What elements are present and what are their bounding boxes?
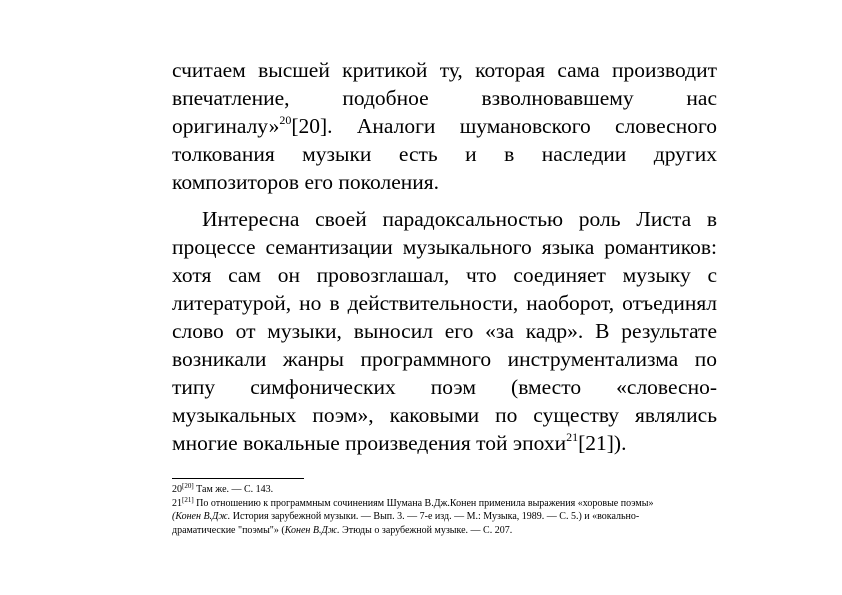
- footnote-marker[interactable]: 21: [566, 430, 579, 444]
- text-fragment: Аналоги шумановского словесного: [332, 114, 717, 138]
- footnote-text: Там же. — С. 143.: [193, 484, 274, 495]
- footnote-backref[interactable]: [20]: [182, 483, 194, 490]
- text-line: слово от музыки, выносил его «за кадр». В результате: [172, 319, 717, 343]
- text-fragment: оригиналу»: [172, 114, 280, 138]
- paragraph-gap: [172, 196, 717, 205]
- text-line: впечатление, подобное взволновавшему нас: [172, 86, 717, 110]
- footnote-text: Этюды о зарубежной музыке. — С. 207.: [339, 524, 513, 536]
- footnote-text: драматические "поэмы"» (: [172, 524, 285, 536]
- text-fragment: многие вокальные произведения той эпохи: [172, 431, 567, 455]
- body-text: [172, 56, 717, 457]
- footnote-21-line-2: [172, 510, 717, 524]
- text-line: процессе семантизации музыкального языка романтиков:: [172, 235, 717, 259]
- text-line: хотя сам он провозглашал, что соединяет музыку с: [172, 263, 717, 287]
- footnote-backref[interactable]: [21]: [182, 496, 194, 504]
- footnote-author: (Конен В.Дж.: [172, 511, 231, 522]
- footnote-number[interactable]: 20: [172, 484, 182, 495]
- footnote-text: История зарубежной музыки. — Вып. 3. — 7-е изд. — М.: Музыка, 1989. — С. 5.) и «вокально-: [230, 511, 640, 522]
- text-line: музыкальных поэм», каковыми по существу являлись: [172, 403, 717, 427]
- text-line: [172, 112, 717, 140]
- text-line: толкования музыки есть и в наследии других: [172, 142, 717, 166]
- text-line: [172, 429, 717, 457]
- footnote-20: [172, 483, 717, 497]
- footnote-21-line-3: [172, 524, 717, 538]
- footnote-marker[interactable]: 20: [279, 113, 292, 127]
- text-line: Интересна своей парадоксальностью роль Листа в: [202, 207, 717, 231]
- footnote-author: Конен В.Дж.: [284, 524, 340, 536]
- footnote-text: По отношению к программным сочинениям Шумана В.Дж.Конен применила выражения «хоровые поэмы»: [193, 497, 654, 509]
- text-line: считаем высшей критикой ту, которая сама производит: [172, 58, 717, 82]
- footnote-ref[interactable]: [21]).: [578, 431, 627, 455]
- footnote-number[interactable]: 21: [172, 497, 182, 509]
- text-line: возникали жанры программного инструментализма по: [172, 347, 717, 371]
- footnotes: [172, 483, 717, 537]
- footnote-separator: [172, 478, 304, 479]
- footnote-ref[interactable]: [20].: [291, 114, 333, 138]
- text-line: типу симфонических поэм (вместо «словесно-: [172, 375, 717, 399]
- text-line: композиторов его поколения.: [172, 170, 440, 194]
- footnote-21: [172, 497, 717, 511]
- text-line: литературой, но в действительности, наоборот, отъединял: [172, 291, 717, 315]
